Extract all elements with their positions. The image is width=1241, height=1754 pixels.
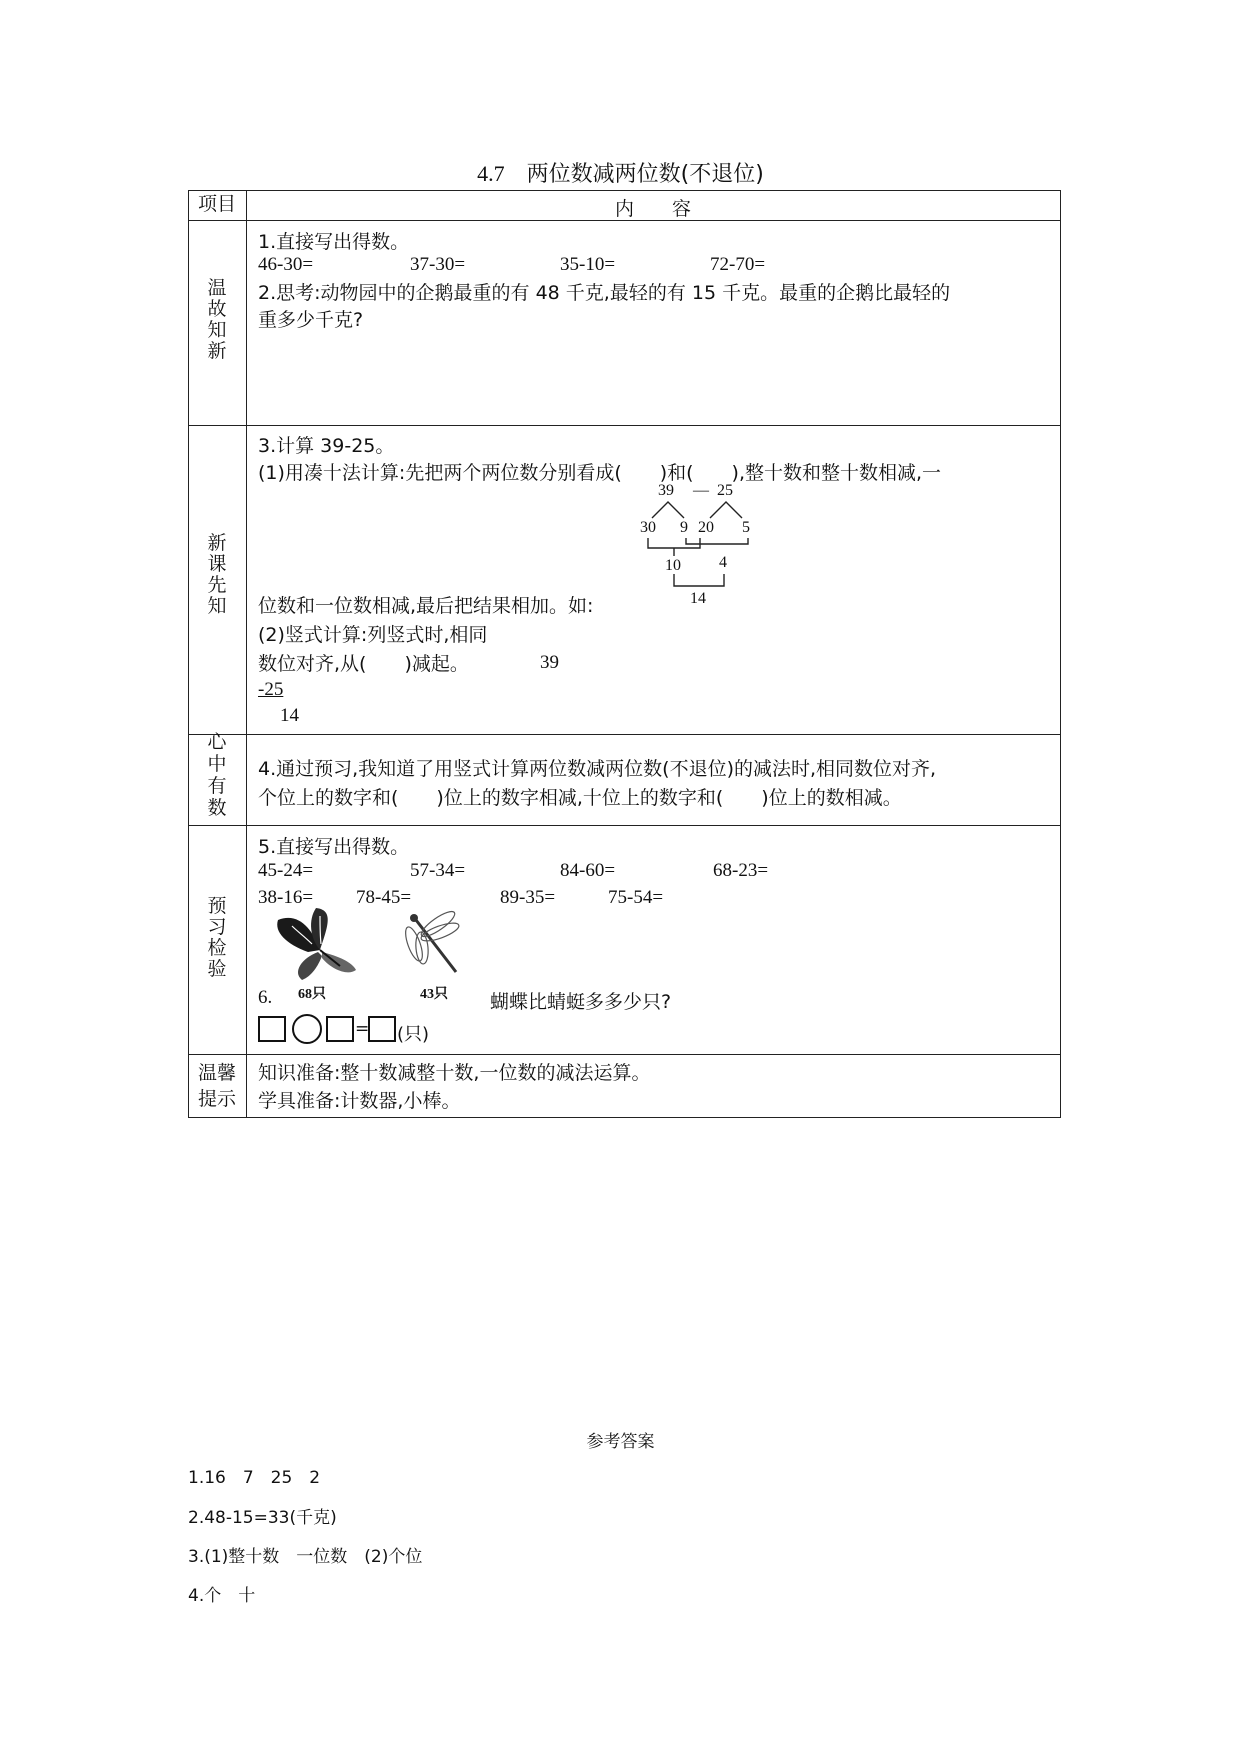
q5-item: 84-60=	[560, 860, 616, 881]
diagram-split: 5	[742, 519, 750, 536]
q3-1-line2: 位数和一位数相减,最后把结果相加。如:	[258, 595, 594, 617]
q2-line1: 2.思考:动物园中的企鹅最重的有 48 千克,最轻的有 15 千克。最重的企鹅比最轻的	[258, 282, 951, 304]
answers-title: 参考答案	[586, 1432, 655, 1452]
q1-item: 37-30=	[410, 254, 466, 275]
row-label-mind: 心中有数	[207, 731, 227, 819]
row-label-check: 预习检验	[207, 895, 227, 980]
q3-2-line1: (2)竖式计算:列竖式时,相同	[258, 624, 488, 646]
row-label-review: 温故知新	[207, 277, 227, 362]
page-title	[0, 157, 1241, 188]
q5-item: 75-54=	[608, 887, 664, 908]
answer-box-subtrahend[interactable]	[326, 1016, 354, 1042]
answer-line: 4.个 十	[188, 1586, 256, 1606]
diagram-diff-ones: 4	[719, 554, 727, 571]
q1-item: 72-70=	[710, 254, 766, 275]
section-title: 两位数减两位数(不退位)	[526, 162, 764, 187]
q3-1-line1: (1)用凑十法计算:先把两个两位数分别看成( )和( ),整十数和整十数相减,一	[258, 462, 942, 484]
make-ten-diagram	[638, 482, 768, 607]
q6-number: 6.	[258, 987, 273, 1008]
q3-2-line2: 数位对齐,从( )减起。	[258, 653, 469, 675]
diagram-result: 14	[690, 590, 706, 607]
q1-text: 1.直接写出得数。	[258, 231, 410, 253]
q5-item: 38-16=	[258, 887, 314, 908]
q5-item: 68-23=	[713, 860, 769, 881]
answer-line: 3.(1)整十数 一位数 (2)个位	[188, 1547, 423, 1567]
butterfly-icon	[272, 906, 362, 984]
q6-question: 蝴蝶比蜻蜓多多少只?	[490, 991, 672, 1013]
q1-item: 35-10=	[560, 254, 616, 275]
diagram-diff-tens: 10	[665, 557, 681, 574]
q5-item: 45-24=	[258, 860, 314, 881]
answer-box-minuend[interactable]	[258, 1016, 286, 1042]
tips-line2: 学具准备:计数器,小棒。	[258, 1090, 461, 1112]
header-content: 内 容	[614, 198, 691, 220]
vertical-result: 14	[280, 705, 299, 726]
row-label-preview: 新课先知	[207, 532, 227, 617]
diagram-lines	[638, 482, 768, 602]
answer-line: 2.48-15=33(千克)	[188, 1508, 337, 1528]
q5-text: 5.直接写出得数。	[258, 836, 410, 858]
diagram-minuend: 39	[658, 482, 674, 499]
diagram-split: 30	[640, 519, 656, 536]
q4-line1: 4.通过预习,我知道了用竖式计算两位数减两位数(不退位)的减法时,相同数位对齐,	[258, 758, 937, 780]
dragonfly-count: 43只	[420, 987, 448, 1002]
q3-text: 3.计算 39-25。	[258, 435, 395, 457]
diagram-operator: —	[693, 482, 709, 499]
answer-box-result[interactable]	[368, 1016, 396, 1042]
q6-equals: =	[355, 1019, 370, 1039]
diagram-subtrahend: 25	[717, 482, 733, 499]
q1-item: 46-30=	[258, 254, 314, 275]
lesson-table	[188, 190, 1061, 1118]
answer-line: 1.16 7 25 2	[188, 1468, 321, 1488]
q2-line2: 重多少千克?	[258, 309, 364, 331]
q5-item: 78-45=	[356, 887, 412, 908]
q4-line2: 个位上的数字和( )位上的数字相减,十位上的数字和( )位上的数相减。	[258, 787, 902, 809]
q5-item: 57-34=	[410, 860, 466, 881]
row-label-tips: 温馨提示	[197, 1062, 236, 1110]
vertical-top: 39	[540, 652, 559, 673]
header-item: 项目	[197, 193, 236, 215]
q5-item: 89-35=	[500, 887, 556, 908]
tips-line1: 知识准备:整十数减整十数,一位数的减法运算。	[258, 1062, 651, 1084]
diagram-split: 9	[680, 519, 688, 536]
dragonfly-icon	[400, 906, 470, 980]
section-number: 4.7	[477, 161, 505, 186]
vertical-bottom: -25	[258, 679, 284, 700]
answer-operator-circle[interactable]	[292, 1014, 322, 1044]
diagram-split: 20	[698, 519, 714, 536]
q6-unit: (只)	[397, 1024, 430, 1045]
butterfly-count: 68只	[298, 987, 326, 1002]
